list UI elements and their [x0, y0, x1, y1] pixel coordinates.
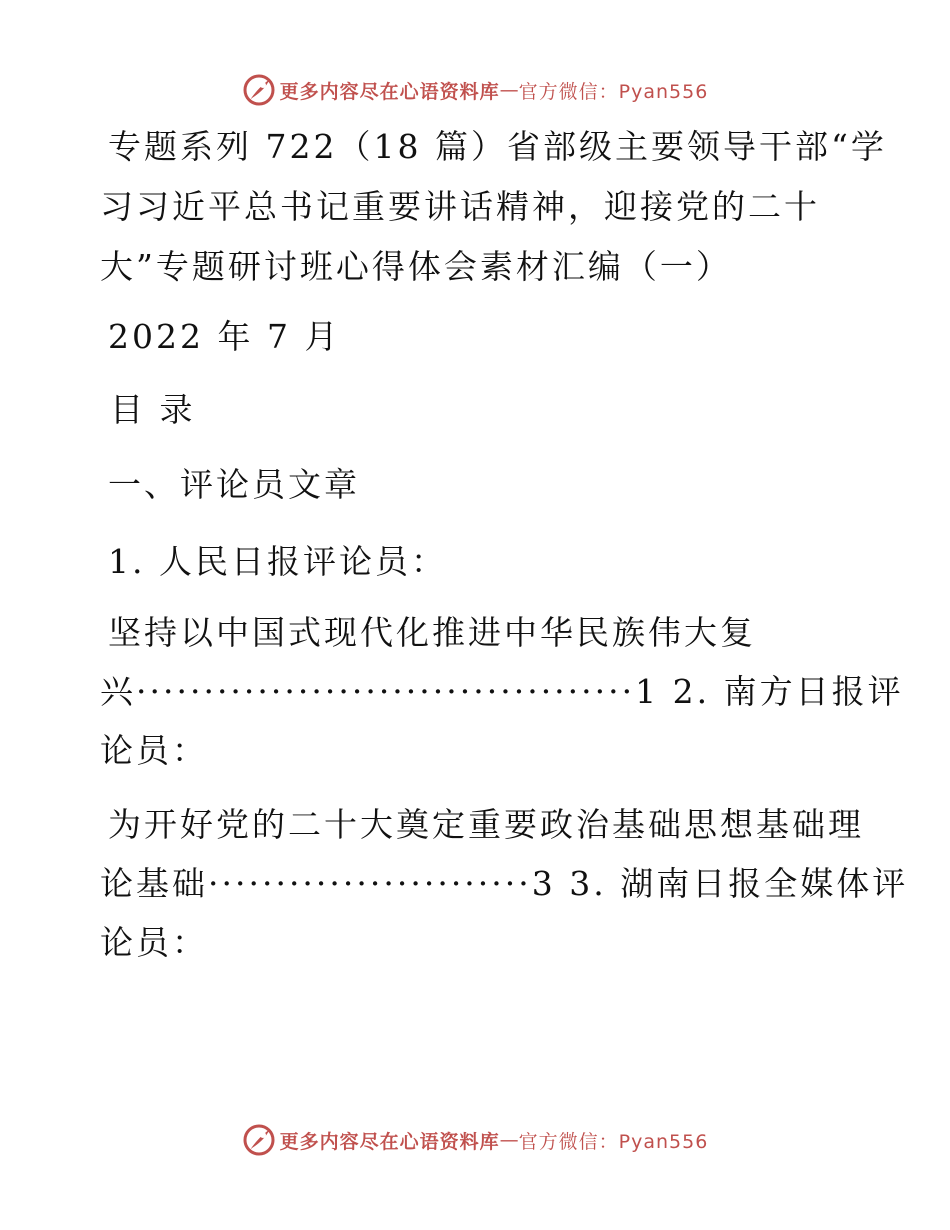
- toc-heading: 目 录: [110, 390, 196, 429]
- feather-logo-icon: [242, 73, 276, 107]
- toc-item-1-source: 1. 人民日报评论员：: [108, 542, 447, 581]
- watermark-brand: 更多内容尽在心语资料库: [279, 80, 500, 103]
- toc-item-1-title-line-1: 坚持以中国式现代化推进中华民族伟大复: [108, 613, 756, 652]
- toc-item-2-title-line-1: 为开好党的二十大奠定重要政治基础思想基础理: [108, 805, 864, 844]
- toc-item-1-title-line-2: 兴·····································1 2. 南方日报评: [100, 672, 904, 711]
- watermark-separator: —: [499, 79, 519, 101]
- document-title-line-2: 习习近平总书记重要讲话精神，迎接党的二十: [100, 187, 820, 226]
- document-title-line-1: 专题系列 722（18 篇）省部级主要领导干部“学: [108, 127, 887, 166]
- toc-section-heading: 一、评论员文章: [108, 465, 360, 504]
- watermark-brand: 更多内容尽在心语资料库: [279, 1130, 500, 1153]
- toc-item-3-source-line-2: 论员：: [100, 923, 208, 962]
- feather-logo-icon: [242, 1123, 276, 1157]
- toc-item-2-source-line-2: 论员：: [100, 731, 208, 770]
- watermark-wechat: 官方微信：Pyan556: [518, 80, 709, 103]
- watermark-banner-bottom: [0, 1120, 950, 1160]
- toc-item-2-title-line-2: 论基础························3 3. 湖南日报全媒体评: [100, 864, 909, 903]
- watermark-separator: —: [499, 1129, 519, 1151]
- document-title-line-3: 大”专题研讨班心得体会素材汇编（一）: [100, 247, 732, 286]
- watermark-banner-top: [0, 70, 950, 110]
- watermark-wechat: 官方微信：Pyan556: [518, 1130, 709, 1153]
- document-date: 2022 年 7 月: [108, 317, 341, 356]
